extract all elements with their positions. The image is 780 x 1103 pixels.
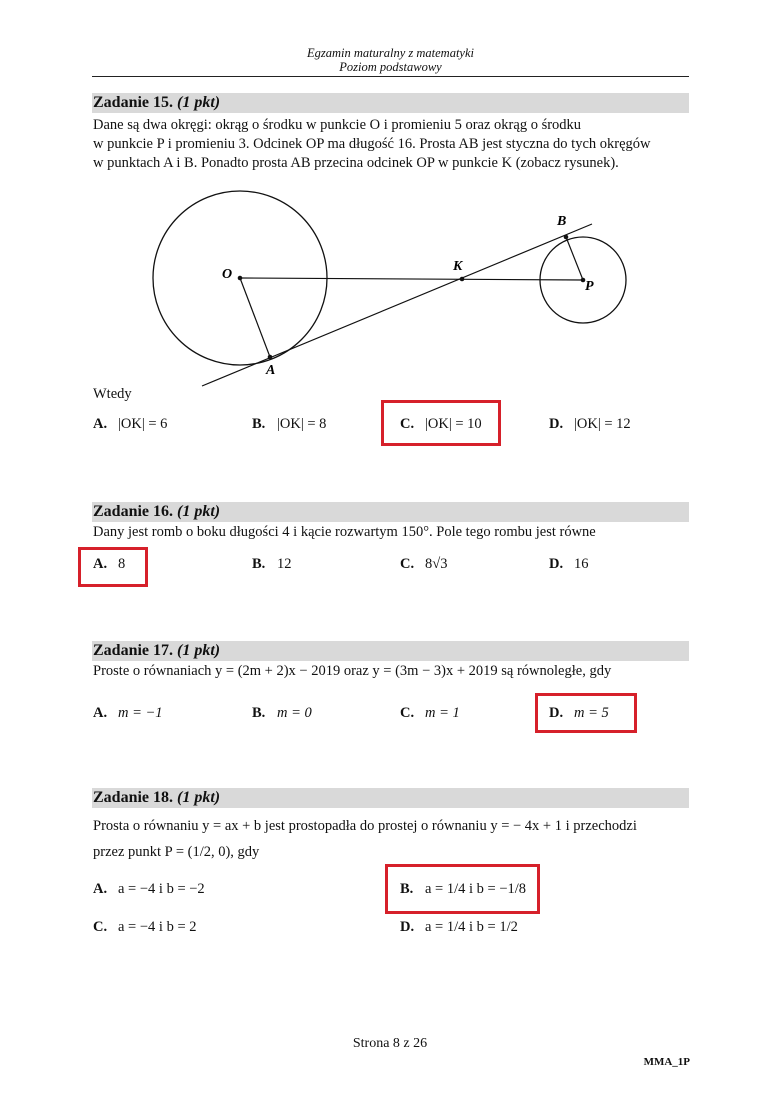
task-16-option-d[interactable] — [549, 555, 589, 573]
exam-code: MMA_1P — [643, 1056, 690, 1068]
task-16-title — [92, 502, 689, 522]
label-o: O — [222, 267, 233, 282]
option-value: m = 1 — [425, 705, 460, 721]
exam-level: Poziom podstawowy — [339, 60, 442, 74]
option-letter: A. — [93, 556, 108, 572]
option-letter: C. — [400, 416, 415, 432]
radius-pb — [566, 237, 583, 280]
radius-oa — [240, 278, 270, 357]
page-number: Strona 8 z 26 — [352, 1036, 428, 1051]
option-value: m = 0 — [277, 705, 312, 721]
task-18-line-2: przez punkt P = (1/2, 0), gdy — [93, 844, 260, 860]
option-letter: D. — [400, 919, 415, 935]
task-16-option-b[interactable] — [252, 555, 292, 573]
option-letter: C. — [400, 556, 415, 572]
option-letter: A. — [93, 705, 108, 721]
option-value: |OK| = 12 — [574, 416, 631, 432]
task-18-title — [92, 788, 689, 808]
task-17-answer-highlight — [535, 693, 637, 733]
option-letter: A. — [93, 881, 108, 897]
point-a — [268, 355, 273, 360]
task-18-option-c[interactable] — [93, 918, 197, 936]
option-letter: B. — [252, 556, 266, 572]
task-18-number: Zadanie 18. — [93, 789, 174, 806]
point-b — [564, 235, 569, 240]
option-value: 8 — [118, 556, 126, 572]
option-letter: B. — [400, 881, 414, 897]
option-letter: A. — [93, 416, 108, 432]
option-letter: B. — [252, 705, 266, 721]
task-17-option-a[interactable] — [93, 704, 163, 722]
label-k: K — [453, 259, 463, 274]
tangent-ab — [202, 224, 592, 386]
option-value: m = 5 — [574, 705, 609, 721]
task-15-line-3: w punktach A i B. Ponadto prosta AB przecina odcinek OP w punkcie K (zobacz rysunek). — [93, 155, 619, 171]
task-15-line-2: w punkcie P i promieniu 3. Odcinek OP ma długość 16. Prosta AB jest styczna do tych okręgów — [93, 136, 651, 152]
task-18-line-1: Prosta o równaniu y = ax + b jest prostopadła do prostej o równaniu y = − 4x + 1 i przechodzi — [93, 818, 637, 834]
option-letter: D. — [549, 705, 564, 721]
task-15-number: Zadanie 15. — [93, 94, 174, 111]
task-15-option-d[interactable] — [549, 415, 631, 433]
task-15-line-1: Dane są dwa okręgi: okrąg o środku w punkcie O i promieniu 5 oraz okrąg o środku — [93, 117, 582, 133]
option-value: |OK| = 8 — [277, 416, 327, 432]
exam-title: Egzamin maturalny z matematyki — [307, 46, 474, 60]
option-value: 12 — [277, 556, 292, 572]
task-18-text — [93, 817, 689, 862]
point-o — [238, 276, 243, 281]
label-b: B — [557, 214, 567, 229]
task-18-option-a[interactable] — [93, 880, 205, 898]
task-17-number: Zadanie 17. — [93, 642, 174, 659]
option-value: |OK| = 6 — [118, 416, 168, 432]
option-value: a = −4 i b = 2 — [118, 919, 197, 935]
task-15-points: (1 pkt) — [177, 94, 221, 111]
task-17-option-b[interactable] — [252, 704, 312, 722]
option-value: a = 1/4 i b = 1/2 — [425, 919, 518, 935]
task-16-option-c[interactable] — [400, 555, 447, 573]
task-15-answer-highlight — [381, 400, 501, 446]
option-letter: C. — [400, 705, 415, 721]
task-15-option-a[interactable] — [93, 415, 167, 433]
task-15-lead: Wtedy — [93, 386, 132, 402]
task-18-answer-highlight — [385, 864, 540, 914]
option-value: |OK| = 10 — [425, 416, 482, 432]
task-16-answer-highlight — [78, 547, 148, 587]
point-k — [460, 277, 465, 282]
option-letter: D. — [549, 556, 564, 572]
task-17-title — [92, 641, 689, 661]
task-16-number: Zadanie 16. — [93, 503, 174, 520]
task-15-figure — [0, 0, 780, 400]
label-p: P — [585, 279, 594, 294]
task-17-points: (1 pkt) — [177, 642, 221, 659]
segment-op — [240, 278, 583, 280]
task-17-option-c[interactable] — [400, 704, 460, 722]
option-value: a = 1/4 i b = −1/8 — [425, 881, 527, 897]
option-letter: B. — [252, 416, 266, 432]
option-value: m = −1 — [118, 705, 163, 721]
option-letter: C. — [93, 919, 108, 935]
option-value: 8√3 — [425, 556, 448, 572]
task-18-option-d[interactable] — [400, 918, 518, 936]
option-value: 16 — [574, 556, 589, 572]
task-16-text: Dany jest romb o boku długości 4 i kącie rozwartym 150°. Pole tego rombu jest równe — [93, 524, 596, 540]
option-letter: D. — [549, 416, 564, 432]
task-16-points: (1 pkt) — [177, 503, 221, 520]
option-value: a = −4 i b = −2 — [118, 881, 205, 897]
task-17-text: Proste o równaniach y = (2m + 2)x − 2019 oraz y = (3m − 3)x + 2019 są równoległe, gdy — [93, 663, 612, 679]
task-18-points: (1 pkt) — [177, 789, 221, 806]
task-15-option-b[interactable] — [252, 415, 326, 433]
label-a: A — [266, 363, 276, 378]
